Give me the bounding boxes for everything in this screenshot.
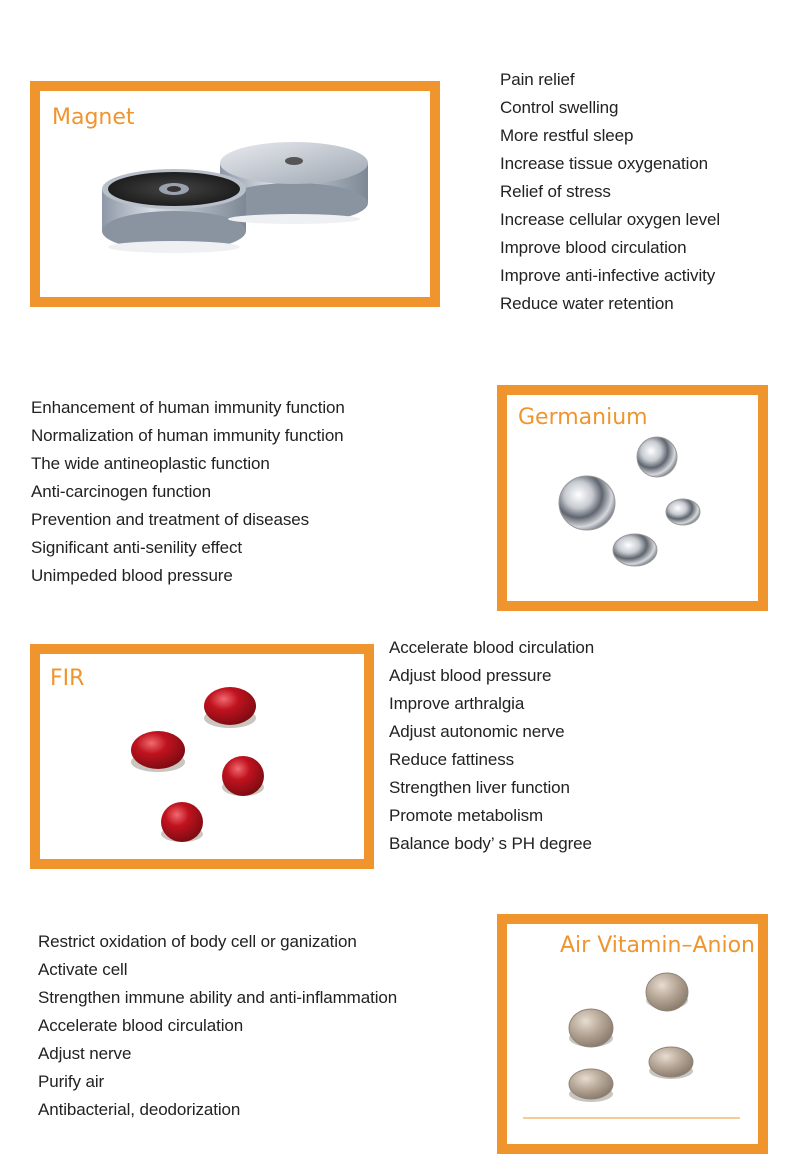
list-item: Balance body’ s PH degree — [389, 834, 592, 853]
list-item: Strengthen liver function — [389, 778, 570, 797]
list-item: Prevention and treatment of diseases — [31, 510, 310, 529]
fir-image — [40, 654, 364, 859]
list-item: Activate cell — [38, 960, 128, 979]
list-item: Control swelling — [500, 98, 619, 117]
list-item: Purify air — [38, 1072, 105, 1091]
list-item: Restrict oxidation of body cell or ganization — [38, 932, 357, 951]
list-item: Normalization of human immunity function — [31, 426, 344, 445]
magnet-image — [40, 91, 430, 297]
list-item: Reduce fattiness — [389, 750, 515, 769]
list-item: Accelerate blood circulation — [38, 1016, 244, 1035]
anion-title: Air Vitamin–Anion — [560, 933, 755, 958]
list-item: More restful sleep — [500, 126, 634, 145]
germanium-title: Germanium — [518, 405, 648, 430]
anion-benefits-list — [38, 928, 397, 1124]
anion-image — [507, 924, 758, 1144]
germanium-image-box — [497, 385, 768, 611]
list-item: Adjust nerve — [38, 1044, 132, 1063]
list-item: Accelerate blood circulation — [389, 638, 595, 657]
list-item: Adjust autonomic nerve — [389, 722, 565, 741]
list-item: Pain relief — [500, 70, 575, 89]
fir-benefits-list — [389, 634, 594, 858]
list-item: The wide antineoplastic function — [31, 454, 270, 473]
fir-image-box — [30, 644, 374, 869]
list-item: Relief of stress — [500, 182, 611, 201]
list-item: Antibacterial, deodorization — [38, 1100, 241, 1119]
magnet-title: Magnet — [52, 105, 135, 130]
fir-title: FIR — [50, 666, 85, 691]
magnet-image-box — [30, 81, 440, 307]
list-item: Increase cellular oxygen level — [500, 210, 721, 229]
magnet-benefits-list — [500, 66, 720, 318]
list-item: Anti-carcinogen function — [31, 482, 211, 501]
list-item: Adjust blood pressure — [389, 666, 552, 685]
list-item: Improve anti-infective activity — [500, 266, 716, 285]
list-item: Enhancement of human immunity function — [31, 398, 345, 417]
list-item: Improve blood circulation — [500, 238, 687, 257]
germanium-benefits-list — [31, 394, 345, 590]
list-item: Promote metabolism — [389, 806, 544, 825]
germanium-image — [507, 395, 758, 601]
list-item: Improve arthralgia — [389, 694, 525, 713]
list-item: Significant anti-senility effect — [31, 538, 242, 557]
list-item: Unimpeded blood pressure — [31, 566, 233, 585]
list-item: Increase tissue oxygenation — [500, 154, 709, 173]
list-item: Strengthen immune ability and anti-inflammation — [38, 988, 398, 1007]
list-item: Reduce water retention — [500, 294, 674, 313]
anion-image-box — [497, 914, 768, 1154]
